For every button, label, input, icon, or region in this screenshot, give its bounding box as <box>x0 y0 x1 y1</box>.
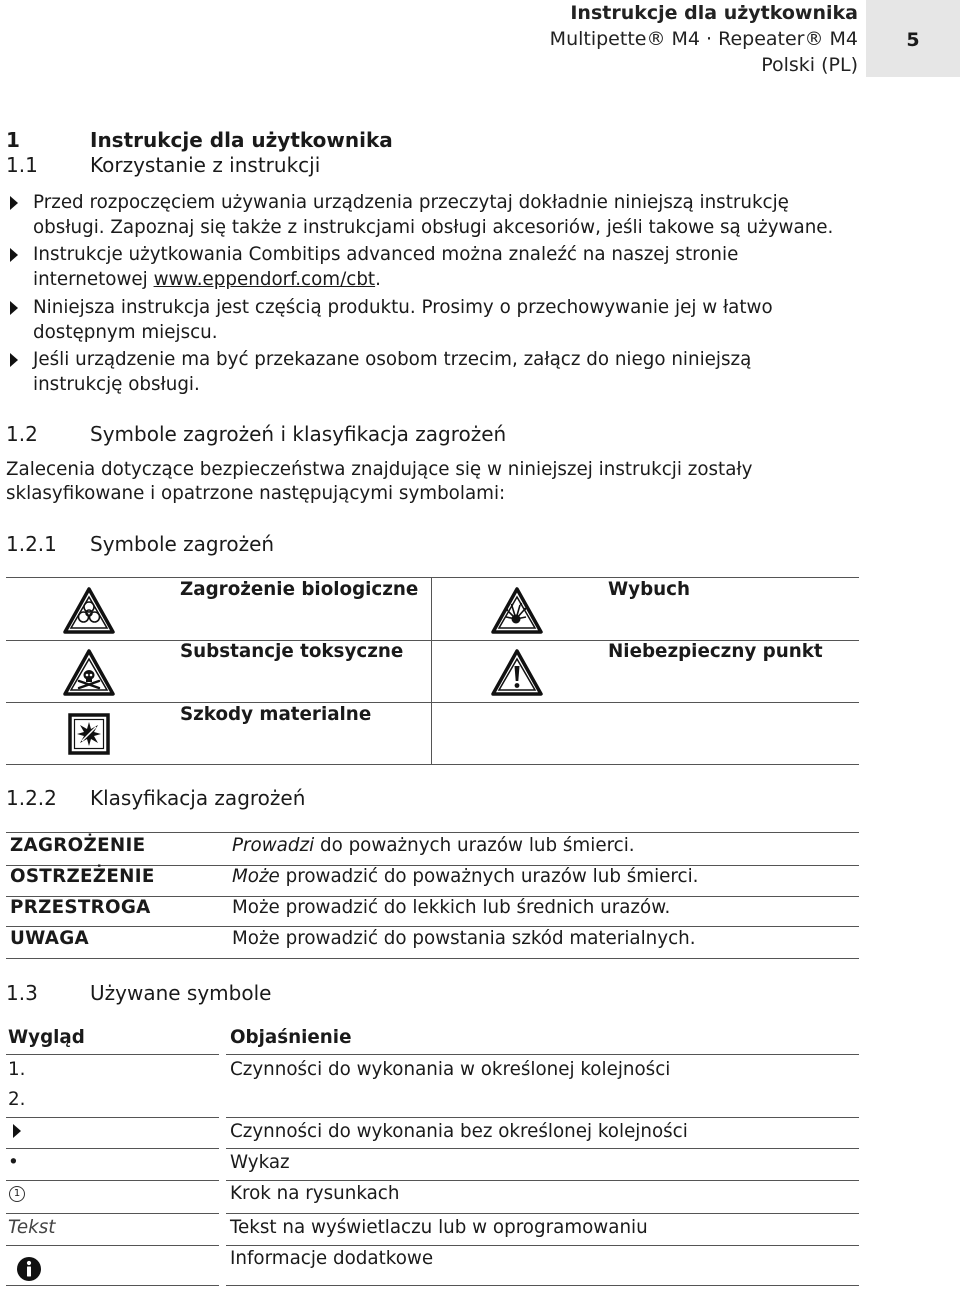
section-title: Używane symbole <box>90 981 272 1005</box>
hazard-label: Szkody materialne <box>180 704 372 725</box>
page-header <box>550 0 858 78</box>
hazard-label: Zagrożenie biologiczne <box>180 579 419 600</box>
header-title: Instrukcje dla użytkownika <box>570 2 858 24</box>
material-damage-icon <box>68 713 110 755</box>
signal-description: Prowadzi do poważnych urazów lub śmierci. <box>232 835 635 856</box>
step-number: 1. <box>8 1059 26 1080</box>
symbol-description: Krok na rysunkach <box>230 1183 400 1204</box>
section-number: 1.2.2 <box>6 786 57 810</box>
signal-description: Może prowadzić do poważnych urazów lub śmierci. <box>232 866 699 887</box>
circled-step-number: 1 <box>9 1186 25 1202</box>
header-language: Polski (PL) <box>761 54 858 76</box>
page-number: 5 <box>866 0 960 77</box>
section-number: 1.2 <box>6 422 38 446</box>
eppendorf-link[interactable]: www.eppendorf.com/cbt <box>153 269 376 290</box>
signal-description: Może prowadzić do powstania szkód materialnych. <box>232 928 696 949</box>
symbol-description: Wykaz <box>230 1152 290 1173</box>
header-product: Multipette® M4 · Repeater® M4 <box>549 28 858 50</box>
signal-word: UWAGA <box>10 928 89 949</box>
section-number: 1.2.1 <box>6 532 57 556</box>
symbol-description: Czynności do wykonania w określonej kolejności <box>230 1059 671 1080</box>
column-header: Wygląd <box>8 1027 85 1048</box>
info-icon <box>16 1256 42 1282</box>
toxic-icon <box>62 648 116 698</box>
section-title: Instrukcje dla użytkownika <box>90 128 393 152</box>
symbol-description: Czynności do wykonania bez określonej kolejności <box>230 1121 688 1142</box>
section-intro: Zalecenia dotyczące bezpieczeństwa znajdujące się w niniejszej instrukcji zostały sklasyfikowane i opatrzone następującymi symbolami: <box>6 459 753 504</box>
section-title: Symbole zagrożeń <box>90 532 275 556</box>
list-item: Instrukcje użytkowania Combitips advanced można znaleźć na naszej stronie internetowej www.eppendorf.com/cbt. <box>6 242 846 292</box>
section-1-2-2-heading <box>6 786 856 812</box>
section-number: 1.3 <box>6 981 38 1005</box>
section-1-1-heading <box>6 153 856 179</box>
combitips-text: Instrukcje użytkowania Combitips advanced można znaleźć na naszej stronie internetowej <box>33 244 739 290</box>
hazard-label: Substancje toksyczne <box>180 641 404 662</box>
signal-word: ZAGROŻENIE <box>10 835 146 856</box>
signal-word: PRZESTROGA <box>10 897 151 918</box>
section-title: Symbole zagrożeń i klasyfikacja zagrożeń <box>90 422 507 446</box>
list-item: Niniejsza instrukcja jest częścią produktu. Prosimy o przechowywanie jej w łatwo dostępnym miejscu. <box>6 295 846 345</box>
signal-description: Może prowadzić do lekkich lub średnich urazów. <box>232 897 671 918</box>
hazard-label: Wybuch <box>608 579 691 600</box>
triangle-bullet-icon <box>13 1124 21 1138</box>
section-title: Korzystanie z instrukcji <box>90 153 321 177</box>
step-number: 2. <box>8 1089 26 1110</box>
list-item: Przed rozpoczęciem używania urządzenia przeczytaj dokładnie niniejszą instrukcję obsługi. Zapoznaj się także z instrukcjami obsługi akcesoriów, jeśli takowe są używane. <box>6 190 846 240</box>
list-item: Jeśli urządzenie ma być przekazane osobom trzecim, załącz do niego niniejszą instrukcję obsługi. <box>6 347 846 397</box>
section-title: Klasyfikacja zagrożeń <box>90 786 306 810</box>
triangle-bullet-icon <box>10 248 18 262</box>
hazard-label: Niebezpieczny punkt <box>608 641 823 662</box>
explosion-icon <box>490 586 544 636</box>
symbol-description: Informacje dodatkowe <box>230 1248 434 1269</box>
symbol-description: Tekst na wyświetlaczu lub w oprogramowaniu <box>230 1217 648 1238</box>
signal-word: OSTRZEŻENIE <box>10 866 155 887</box>
biohazard-icon <box>62 586 116 636</box>
section-1-heading <box>6 128 856 154</box>
display-text-sample: Tekst <box>8 1217 56 1238</box>
section-number: 1 <box>6 128 20 152</box>
section-number: 1.1 <box>6 153 38 177</box>
section-1-3-heading <box>6 981 856 1007</box>
dot-bullet: • <box>8 1152 19 1173</box>
triangle-bullet-icon <box>10 301 18 315</box>
section-1-2-heading <box>6 422 856 448</box>
section-1-2-1-heading <box>6 532 856 558</box>
triangle-bullet-icon <box>10 353 18 367</box>
column-header: Objaśnienie <box>230 1027 352 1048</box>
triangle-bullet-icon <box>10 196 18 210</box>
warning-icon <box>490 648 544 698</box>
